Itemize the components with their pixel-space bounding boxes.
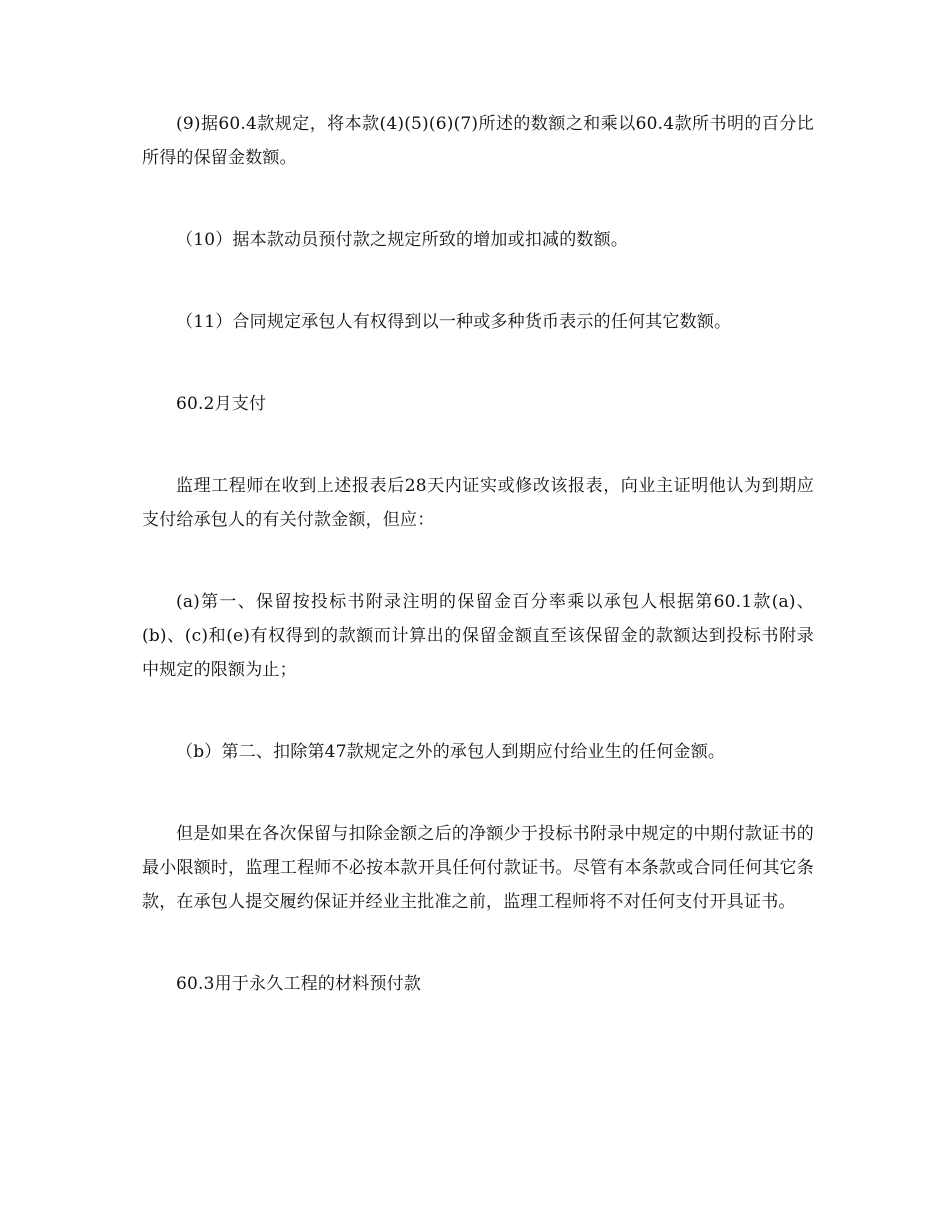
paragraph-monthly-payment: 监理工程师在收到上述报表后28天内证实或修改该报表，向业主证明他认为到期应支付给承包人的有关付款金额，但应：	[142, 476, 814, 530]
paragraph-item-b: （b）第二、扣除第47款规定之外的承包人到期应付给业生的任何金额。	[176, 742, 726, 762]
paragraph-gap	[142, 421, 814, 469]
paragraph-gap	[142, 919, 814, 967]
paragraph-gap	[142, 537, 814, 585]
paragraph-gap	[142, 339, 814, 387]
paragraph-item-11: （11）合同规定承包人有权得到以一种或多种货币表示的任何其它数额。	[176, 312, 732, 332]
section-heading-60-3: 60.3用于永久工程的材料预付款	[176, 974, 422, 994]
paragraph-gap	[142, 769, 814, 817]
paragraph-item-9: (9)据60.4款规定，将本款(4)(5)(6)(7)所述的数额之和乘以60.4款所书明的百分比所得的保留金数额。	[142, 114, 814, 168]
document-body	[142, 107, 814, 1001]
paragraph-gap	[142, 257, 814, 305]
paragraph-gap	[142, 175, 814, 223]
paragraph-minimum-amount: 但是如果在各次保留与扣除金额之后的净额少于投标书附录中规定的中期付款证书的最小限额时，监理工程师不必按本款开具任何付款证书。尽管有本条款或合同任何其它条款，在承包人提交履约保证并经业主批准之前，监理工程师将不对任何支付开具证书。	[142, 824, 814, 912]
paragraph-item-a: (a)第一、保留按投标书附录注明的保留金百分率乘以承包人根据第60.1款(a)、(b)、(c)和(e)有权得到的款额而计算出的保留金额直至该保留金的款额达到投标书附录中规定的限额为止；	[142, 592, 814, 680]
paragraph-gap	[142, 687, 814, 735]
paragraph-item-10: （10）据本款动员预付款之规定所致的增加或扣减的数额。	[176, 230, 629, 250]
section-heading-60-2: 60.2月支付	[176, 394, 267, 414]
